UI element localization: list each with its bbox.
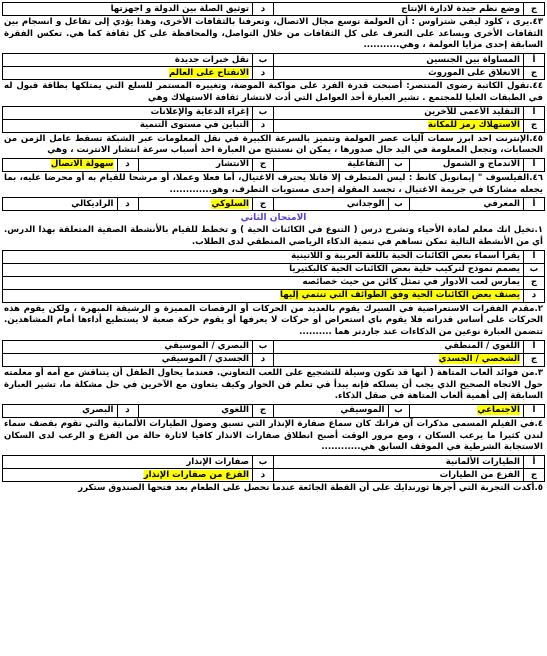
options-table bbox=[2, 404, 545, 418]
option-text: المعرفي bbox=[409, 198, 524, 211]
question-text: ٤٥.الإنترنت احد ابرز سمات آليات عصر العولمة وتتميز بالسرعة الكبيرة في نقل المعلومات عبر الشبكة تسقط عامل الزمن من الحسابات، وتجعل المعلومة في اليد حال صدورها ، يمكن ان نستنتج من العبارة احد أسباب سرعة انتشار الانترنت ، وهي bbox=[4, 133, 543, 156]
option-text: صفارات الإنذار bbox=[3, 456, 253, 469]
option-text: التقليد الأعمى للآخرين bbox=[274, 106, 524, 119]
option-text: يصمم نموذج لتركيب خلية بعض الكائنات الحية كالبكتيريا bbox=[3, 263, 524, 276]
option-text: يمارس لعب الأدوار في تمثل كائن من حيث خصائصه bbox=[3, 276, 524, 289]
option-text: البصري bbox=[3, 404, 118, 417]
option-text: يقرأ أسماء بعض الكائنات الحية باللغة العربية و اللاتينية bbox=[3, 250, 524, 263]
option-text-correct bbox=[138, 198, 253, 211]
option-letter: ب bbox=[253, 106, 274, 119]
option-letter: د bbox=[253, 67, 274, 80]
highlighted-answer: السلوكي bbox=[211, 198, 249, 209]
option-text: الجسدي / الموسيقي bbox=[3, 353, 253, 366]
question-text: ٤.في الفيلم المسمى مذكرات آن فرانك كان سماع صفارة الإنذار التي تسبق وصول الطيارات الألمانية والتي تقوم بقصف سماء لندن كثيرا ما يرعب السكان ، ومع مرور الوقت أصبح انطلاق صفارات الانذار كافيا لاثارة حالة من الفزع و الرعب لدى السكان الاستجابة الشرطية في الموقف السابق هي............ bbox=[4, 418, 543, 453]
option-text: اللغوي / المنطقي bbox=[274, 340, 524, 353]
option-text: الوجداني bbox=[274, 198, 389, 211]
options-table bbox=[2, 2, 545, 16]
options-table bbox=[2, 340, 545, 367]
option-text-correct bbox=[3, 469, 253, 482]
option-text: المساواة بين الجنسين bbox=[274, 54, 524, 67]
option-letter: د bbox=[253, 3, 274, 16]
options-table bbox=[2, 158, 545, 172]
option-letter: ج bbox=[524, 276, 545, 289]
option-letter: ب bbox=[388, 404, 409, 417]
option-text: توثيق الصلة بين الدولة و اجهزتها bbox=[3, 3, 253, 16]
option-letter: ب bbox=[388, 158, 409, 171]
option-text: الانتشار bbox=[138, 158, 253, 171]
option-text: اللغوي bbox=[138, 404, 253, 417]
question-text: ٢.مقدم الفقرات الاستعراضية في السيرك يقوم بالعديد من الحركات أو الرقصات المميزة و الرشيقة المبهرة ، ولكن يقوم هذه الحركات على أساس قدراته فلا يقوم باي استعراض أو حركات لا يعرفها أو يقوم حركة صعبة لا يستطيع أداءها أمام المشاهدين. تتضمن العبارة نوعين من الذكاءات عند جاردنر هما .......... bbox=[4, 303, 543, 338]
option-text-correct bbox=[274, 353, 524, 366]
option-letter: ب bbox=[388, 198, 409, 211]
question-text: ٤٤.تقول الكاتبة رضوى المنتصر: أصبحت قدرة الفرد على مواكبة الموضة، وتغييره المستمر للسلع التي يمتلكها بطاقة قبول له في الطبقات العليا للمجتمع . تشير العبارة أحد العوامل التي أدت لانتشار ثقافة الاستهلاك وهي bbox=[4, 81, 543, 103]
option-letter: ج bbox=[253, 198, 274, 211]
question-text: ٥.أكدت التجربة التي أجرها ثورندايك على أن القطة الجائعة عندما تحصل على الطعام بعد فتحها الصندوق ستكرر bbox=[78, 483, 543, 494]
option-letter: ب bbox=[253, 54, 274, 67]
option-letter: أ bbox=[524, 54, 545, 67]
option-letter: ج bbox=[253, 404, 274, 417]
option-letter: د bbox=[253, 353, 274, 366]
option-letter: د bbox=[117, 158, 138, 171]
option-text: الانغلاق على الموروث bbox=[274, 67, 524, 80]
option-text: الطيارات الألمانية bbox=[274, 456, 524, 469]
options-table bbox=[2, 455, 545, 482]
question-text: ٣.من فوائد ألعاب المتاهة ( أنها قد تكون وسيلة للتشجيع على اللعب التعاوني. فعندما يحاول الطفل أن يتناقش مع أمه أو معلمته حول الاتجاه الصحيح الذي يجب أن يسلكه فإنه يبدأ في تعلم فن الحوار وكيف يتعاون مع الآخرين في حل مشكلة ما، تشير العبارة السابقة إلى أهمية ألعاب المتاهة في صقل الذكاء. bbox=[4, 367, 543, 402]
option-text: التفاعلية bbox=[274, 158, 389, 171]
option-text: الراديكالي bbox=[3, 198, 118, 211]
option-text: وضع نظم جيدة لادارة الإنتاج bbox=[274, 3, 524, 16]
option-text: البصري / الموسيقي bbox=[3, 340, 253, 353]
option-letter: ب bbox=[524, 263, 545, 276]
option-text: إغراء الدعاية والإعلانات bbox=[3, 106, 253, 119]
option-letter: ج bbox=[524, 469, 545, 482]
highlighted-answer: الاستهلاك رمز للمكانة bbox=[427, 120, 520, 131]
option-text-correct bbox=[3, 158, 118, 171]
option-text: الاندماج و الشمول bbox=[409, 158, 524, 171]
option-text-correct bbox=[3, 289, 524, 302]
option-text: الفزع من الطيارات bbox=[274, 469, 524, 482]
option-letter: أ bbox=[524, 340, 545, 353]
options-table bbox=[2, 250, 545, 303]
option-text: الموسيقي bbox=[274, 404, 389, 417]
option-letter: د bbox=[253, 119, 274, 132]
highlighted-answer: يصنف بعض الكائنات الحية وفق الطوائف التي تنتمي إليها bbox=[280, 290, 520, 301]
option-text-correct bbox=[409, 404, 524, 417]
section-title: الامتحان الثاني bbox=[240, 213, 307, 224]
options-table bbox=[2, 197, 545, 211]
options-table bbox=[2, 106, 545, 133]
option-text-correct bbox=[3, 67, 253, 80]
highlighted-answer: الشخصي / الجسدي bbox=[438, 354, 520, 365]
question-text: ٤٣.يرى ، كلود ليفي شتراوس : أن العولمة توسع مجال الاتصال، وتعرفنا بالثقافات الأخرى، وهذا يؤدي إلى تفاعل و انسجام بين الثقافات الأخرى ويساعد على التعرف على كل الثقافات من خلال التواصل، والمحافظة على كل ثقافة كما هي. تعكس الفقرة السابقة إحدى مزايا العولمة ، وهي........... bbox=[4, 17, 543, 51]
option-letter: ب bbox=[253, 340, 274, 353]
option-text: نقل خبرات جديدة bbox=[3, 54, 253, 67]
question-text: ١.تخيل انك معلم لمادة الأحياء وتشرح درس ( التنوع في الكائنات الحية ) و تخطط للقيام بالأنشطة الصفية المتعلقة بهذا الدرس. أي من الأنشطة التالية تمكن تساهم في تنمية الذكاء الرياضي المنطقي لدى الطلاب. bbox=[4, 225, 543, 248]
option-letter: أ bbox=[524, 456, 545, 469]
option-letter: أ bbox=[524, 158, 545, 171]
option-letter: أ bbox=[524, 106, 545, 119]
option-letter: أ bbox=[524, 250, 545, 263]
options-table bbox=[2, 53, 545, 80]
option-letter: ج bbox=[253, 158, 274, 171]
option-letter: ج bbox=[524, 353, 545, 366]
option-text: التباين في مستوى التنمية bbox=[3, 119, 253, 132]
option-text-correct bbox=[274, 119, 524, 132]
option-letter: ب bbox=[253, 456, 274, 469]
option-letter: د bbox=[253, 469, 274, 482]
option-letter: ج bbox=[524, 119, 545, 132]
option-letter: أ bbox=[524, 404, 545, 417]
highlighted-answer: الاجتماعي bbox=[477, 405, 520, 416]
option-letter: ج bbox=[524, 3, 545, 16]
option-letter: ج bbox=[524, 67, 545, 80]
option-letter: د bbox=[117, 198, 138, 211]
option-letter: د bbox=[117, 404, 138, 417]
highlighted-answer: الفزع من صفارات الإنذار bbox=[143, 469, 249, 480]
highlighted-answer: الانفتاح على العالم bbox=[169, 67, 249, 78]
option-letter: أ bbox=[524, 198, 545, 211]
question-text: ٤٦.الفيلسوف " إيمانويل كانط : ليس المتطرف إلا قاتلا يحترف الاغتيال، أما فعلا وعملا، أو مرشحا للقيام به أو محرضا عليه، بما يجعله مشاركا في جريمة الاغتيال ، تجسد المقولة إحدى مستويات التطرف، وهو............. bbox=[4, 172, 543, 195]
option-letter: د bbox=[524, 289, 545, 302]
highlighted-answer: سهولة الاتصال bbox=[50, 159, 114, 170]
